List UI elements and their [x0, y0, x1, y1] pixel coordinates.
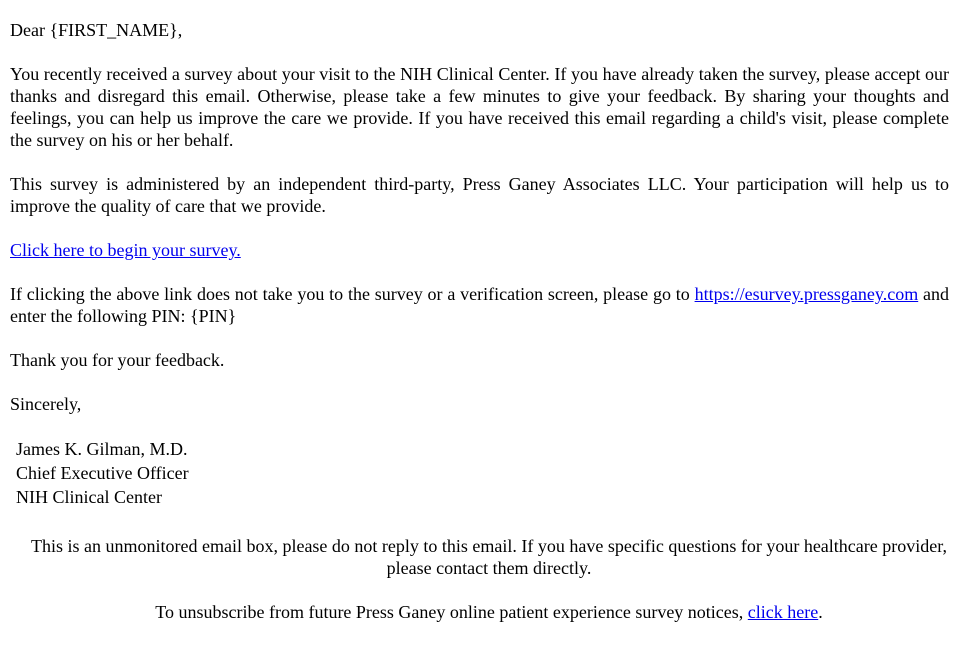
fallback-text-before: If clicking the above link does not take you to the survey or a verification screen, please go to: [10, 284, 695, 304]
unsubscribe-text-before: To unsubscribe from future Press Ganey online patient experience survey notices,: [155, 602, 748, 622]
signature-org: NIH Clinical Center: [16, 487, 162, 507]
intro-paragraph: You recently received a survey about your visit to the NIH Clinical Center. If you have already taken the survey, please accept our thanks and disregard this email. Otherwise, please take a few minutes to give your feedback. By sharing your thoughts and feelings, you can help us improve the care we provide. If you have received this email regarding a child's visit, please complete the survey on his or her behalf.: [10, 64, 949, 150]
closing-line: Sincerely,: [10, 394, 82, 414]
unsubscribe-line: [8, 601, 970, 623]
email-main-content: [0, 19, 978, 509]
greeting: Dear {FIRST_NAME},: [10, 20, 183, 40]
signature-block: [10, 437, 949, 509]
fallback-paragraph: [10, 283, 949, 327]
signature-name: James K. Gilman, M.D.: [16, 439, 188, 459]
unmonitored-notice: This is an unmonitored email box, please do not reply to this email. If you have specific questions for your healthcare provider, please contact them directly.: [30, 536, 948, 578]
survey-link-line: [10, 239, 949, 261]
signature-title: Chief Executive Officer: [16, 463, 189, 483]
unsubscribe-text-after: .: [818, 602, 823, 622]
admin-paragraph: This survey is administered by an independent third-party, Press Ganey Associates LLC. Your participation will help us to improve the quality of care that we provide.: [10, 174, 949, 216]
unsubscribe-link[interactable]: click here: [747, 602, 819, 622]
thanks-line: Thank you for your feedback.: [10, 350, 225, 370]
email-footer: [0, 535, 978, 623]
fallback-text-after: and enter the following PIN: {PIN}: [10, 284, 949, 326]
begin-survey-link[interactable]: Click here to begin your survey.: [10, 240, 241, 260]
esurvey-url-link[interactable]: https://esurvey.pressganey.com: [694, 284, 919, 304]
